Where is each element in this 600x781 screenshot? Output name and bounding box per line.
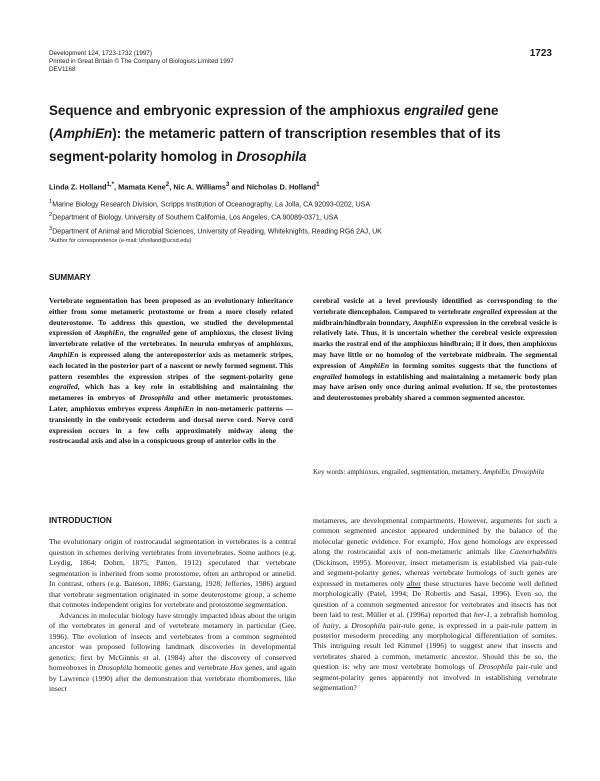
affiliation-text: Department of Animal and Microbial Sciences, University of Reading, Whiteknights, Reading RG6 2AJ, UK bbox=[52, 227, 382, 235]
author-separator: , bbox=[114, 182, 119, 192]
title-italic-term: Drosophila bbox=[236, 149, 307, 164]
title-text: gene ( bbox=[49, 103, 499, 141]
intro-paragraph: The evolutionary origin of rostrocaudal segmentation in vertebrates is a central question in schemes deriving vertebrates from invertebrates. Some authors (e.g. Leydig, 1864; Dohrn, 1875; Patten, 1912) speculated that vertebrate segmentation is inherited from some protostome, often an arthropod or annelid. In contrast, others (e.g. Bateson, 1886; Garstang, 1928; Jefferies, 1986) argued that vertebrate segmentation originated in some deuterostome group, a scheme that connotes independent origins for vertebrate and protostome segmentation. bbox=[49, 537, 296, 609]
summary-text: in forming somites suggests that the functions of bbox=[389, 360, 558, 370]
author-affiliation-mark: 1,* bbox=[106, 181, 115, 188]
summary-gene-name: engrailed bbox=[472, 306, 502, 316]
author-name: Mamata Kene bbox=[118, 182, 166, 192]
author-list bbox=[49, 181, 320, 191]
journal-citation: Development 124, 1723-1732 (1997) bbox=[49, 50, 152, 57]
author-name: Nicholas D. Holland bbox=[246, 182, 317, 192]
affiliation bbox=[49, 210, 382, 223]
affiliation-text: Marine Biology Research Division, Scripps Institution of Oceanography, La Jolla, CA 92093-0202, USA bbox=[52, 201, 371, 209]
summary-heading: SUMMARY bbox=[49, 273, 91, 282]
summary-text: Vertebrate segmentation has been proposed as an evolutionary inheritance either from some metameric protostome or from a more closely related deuterostome. To address this question, we studied the developmental expression of bbox=[49, 296, 293, 338]
author-name: Nic A. Williams bbox=[173, 182, 226, 192]
keywords-label: Key words: bbox=[313, 468, 348, 476]
intro-text: genes, and again by Lawrence (1990) after the demonstration that vertebrate rhombomeres, like insect bbox=[49, 663, 297, 693]
summary-gene-name: AmphiEn bbox=[164, 403, 194, 413]
journal-copyright: Printed in Great Britain © The Company of Biologists Limited 1997 bbox=[49, 58, 234, 65]
summary-text-left bbox=[49, 296, 293, 447]
introduction-text-left bbox=[49, 537, 296, 695]
summary-text: is expressed along the anteroposterior axis as metameric stripes, each located in the posterior part of a nascent or newly formed segment. This pattern resembles the expression stripes of the segment-polarity gene bbox=[49, 349, 293, 381]
intro-paragraph bbox=[49, 611, 296, 695]
author-separator: , bbox=[169, 182, 174, 192]
summary-text: , which has a key role in establishing and maintaining the metameres in embryos of bbox=[49, 382, 293, 403]
journal-code: DEV1168 bbox=[49, 66, 76, 73]
affiliation-mark: 3 bbox=[49, 225, 53, 232]
intro-text: pair-rule and segment-polarity genes apparently not involved in establishing vertebrate segmentation? bbox=[313, 662, 557, 693]
summary-gene-name: AmphiEn bbox=[94, 328, 124, 338]
intro-underlined-term: after bbox=[406, 578, 421, 588]
author-name: Linda Z. Holland bbox=[49, 182, 107, 192]
intro-text: , a zebrafish homolog of bbox=[313, 610, 557, 630]
summary-gene-name: engrailed bbox=[313, 371, 342, 381]
intro-italic-term: Drosophila bbox=[478, 662, 513, 672]
affiliation-list bbox=[49, 197, 382, 237]
intro-italic-term: Drosophila bbox=[97, 663, 133, 672]
summary-text: homologs in establishing and maintaining a metameric body plan may have arisen only once during animal evolution. If so, the protostomes and deuterostomes probably shared a common segmented ancestor. bbox=[313, 371, 557, 403]
keywords bbox=[313, 467, 557, 478]
summary-gene-name: engrailed bbox=[49, 382, 78, 392]
summary-text: and other metameric protostomes. Later, amphioxus embryos express bbox=[49, 393, 293, 413]
intro-italic-term: Hox bbox=[230, 663, 243, 672]
intro-text: these structures have become well defined morphologically (Patel, 1994; De Robertis and Sasai, 1996). Even so, the question of a common segmented ancestor for vertebrates and insects has not been laid to rest. Müller et al. (1996a) reported that bbox=[313, 578, 557, 620]
summary-text: gene of amphioxus, the closest living invertebrate relative of the vertebrates. In neurula embryos of amphioxus, bbox=[49, 328, 293, 349]
intro-text: (Dickinson, 1995). Moreover, insect metamerism is established via pair-rule and segment-polarity genes, whereas vertebrate homologs of such genes are expressed in metameres only bbox=[313, 557, 557, 588]
keywords-text: amphioxus, engrailed, segmentation, metamery, bbox=[347, 468, 483, 476]
author-affiliation-mark: 2 bbox=[165, 181, 170, 188]
affiliation-text: Department of Biology, University of Southern California, Los Angeles, CA 90089-0371, USA bbox=[52, 214, 339, 222]
author-separator: and bbox=[229, 182, 247, 192]
intro-text: Advances in molecular biology have strongly impacted ideas about the origin of the vertebrates in general and of vertebrate metamery in particular (Gee, 1996). The evolution of insects and vertebrates from a common segmented ancestor was proposed following landmark discoveries in developmental genetics: first by McGinnis et al. (1984) after the discovery of conserved homeoboxes in bbox=[49, 610, 296, 672]
summary-gene-name: AmphiEn bbox=[359, 360, 390, 370]
correspondence-note: *Author for correspondence (e-mail: lzholland@ucsd.edu) bbox=[49, 238, 192, 244]
intro-italic-term: Drosophila bbox=[351, 620, 386, 630]
title-italic-term: AmphiEn bbox=[53, 126, 113, 141]
page-number: 1723 bbox=[529, 48, 552, 59]
affiliation-mark: 2 bbox=[49, 212, 53, 219]
summary-text: cerebral vesicle at a level previously identified as corresponding to the vertebrate diencephalon. Compared to vertebrate bbox=[313, 296, 557, 316]
intro-text: gene homologs are expressed along the rostrocaudal axis of non-metameric animals like bbox=[313, 536, 557, 557]
intro-text: pair-rule gene, is expressed in a pair-rule pattern in posterior mesoderm preceding any morphological differentiation of somites. This intriguing result led Kimmel (1996) to suggest anew that insects and vertebrates shared a common, metameric ancestor. Should this be so, the question is: why are most vertebrate homologs of bbox=[313, 620, 557, 672]
article-title bbox=[49, 99, 559, 168]
summary-gene-name: engrailed bbox=[141, 328, 171, 338]
intro-italic-term: Hox bbox=[448, 536, 461, 546]
intro-text: homeotic genes and vertebrate bbox=[132, 663, 231, 672]
introduction-heading: INTRODUCTION bbox=[49, 516, 112, 525]
summary-text: in non-metameric patterns — transiently in the embryonic ectoderm and dorsal nerve cord. Nerve cord expression occurs in a few cells approximately midway along the rostrocaudal axis and also in a conspicuous group of anterior cells in the bbox=[49, 403, 293, 446]
intro-italic-term: hairy bbox=[322, 620, 339, 630]
intro-italic-term: her-1 bbox=[473, 610, 491, 620]
affiliation-mark: 1 bbox=[49, 199, 53, 205]
summary-text-right bbox=[313, 296, 557, 404]
keywords-separator: , bbox=[508, 468, 513, 476]
affiliation bbox=[49, 197, 382, 210]
title-text: Sequence and embryonic expression of the amphioxus bbox=[49, 103, 404, 118]
affiliation bbox=[49, 224, 382, 237]
summary-text: expression at the midbrain/hindbrain boundary, bbox=[313, 306, 557, 327]
intro-text: metameres, are developmental compartments. However, arguments for such a common segmented ancestor appeared undermined by the balance of the molecular genetic evidence. For example, bbox=[313, 516, 557, 546]
title-text: ): the metameric pattern of transcription resembles that of its segment-polarity homolog in bbox=[49, 126, 501, 164]
summary-gene-name: AmphiEn bbox=[49, 349, 79, 359]
summary-text: , the bbox=[123, 328, 142, 338]
keyword-italic: AmphiEn bbox=[482, 468, 509, 476]
author-affiliation-mark: 1 bbox=[316, 181, 320, 188]
title-italic-term: engrailed bbox=[403, 103, 464, 118]
keyword-italic: Drosophila bbox=[512, 468, 545, 476]
author-affiliation-mark: 3 bbox=[225, 181, 230, 188]
summary-gene-name: Drosophila bbox=[139, 393, 174, 403]
journal-info bbox=[49, 50, 234, 74]
intro-italic-term: Caenorhabditis bbox=[509, 547, 557, 557]
summary-text: expression in the cerebral vesicle is relatively late. Thus, it is uncertain whether the cerebral vesicle expression marks the rostral end of the amphioxus hindbrain; if it does, then amphioxus may have little or no homolog of the vertebrate midbrain. The segmental expression of bbox=[313, 317, 557, 370]
intro-text: , a bbox=[338, 620, 352, 630]
introduction-text-right bbox=[313, 516, 557, 694]
summary-gene-name: AmphiEn bbox=[413, 317, 443, 327]
